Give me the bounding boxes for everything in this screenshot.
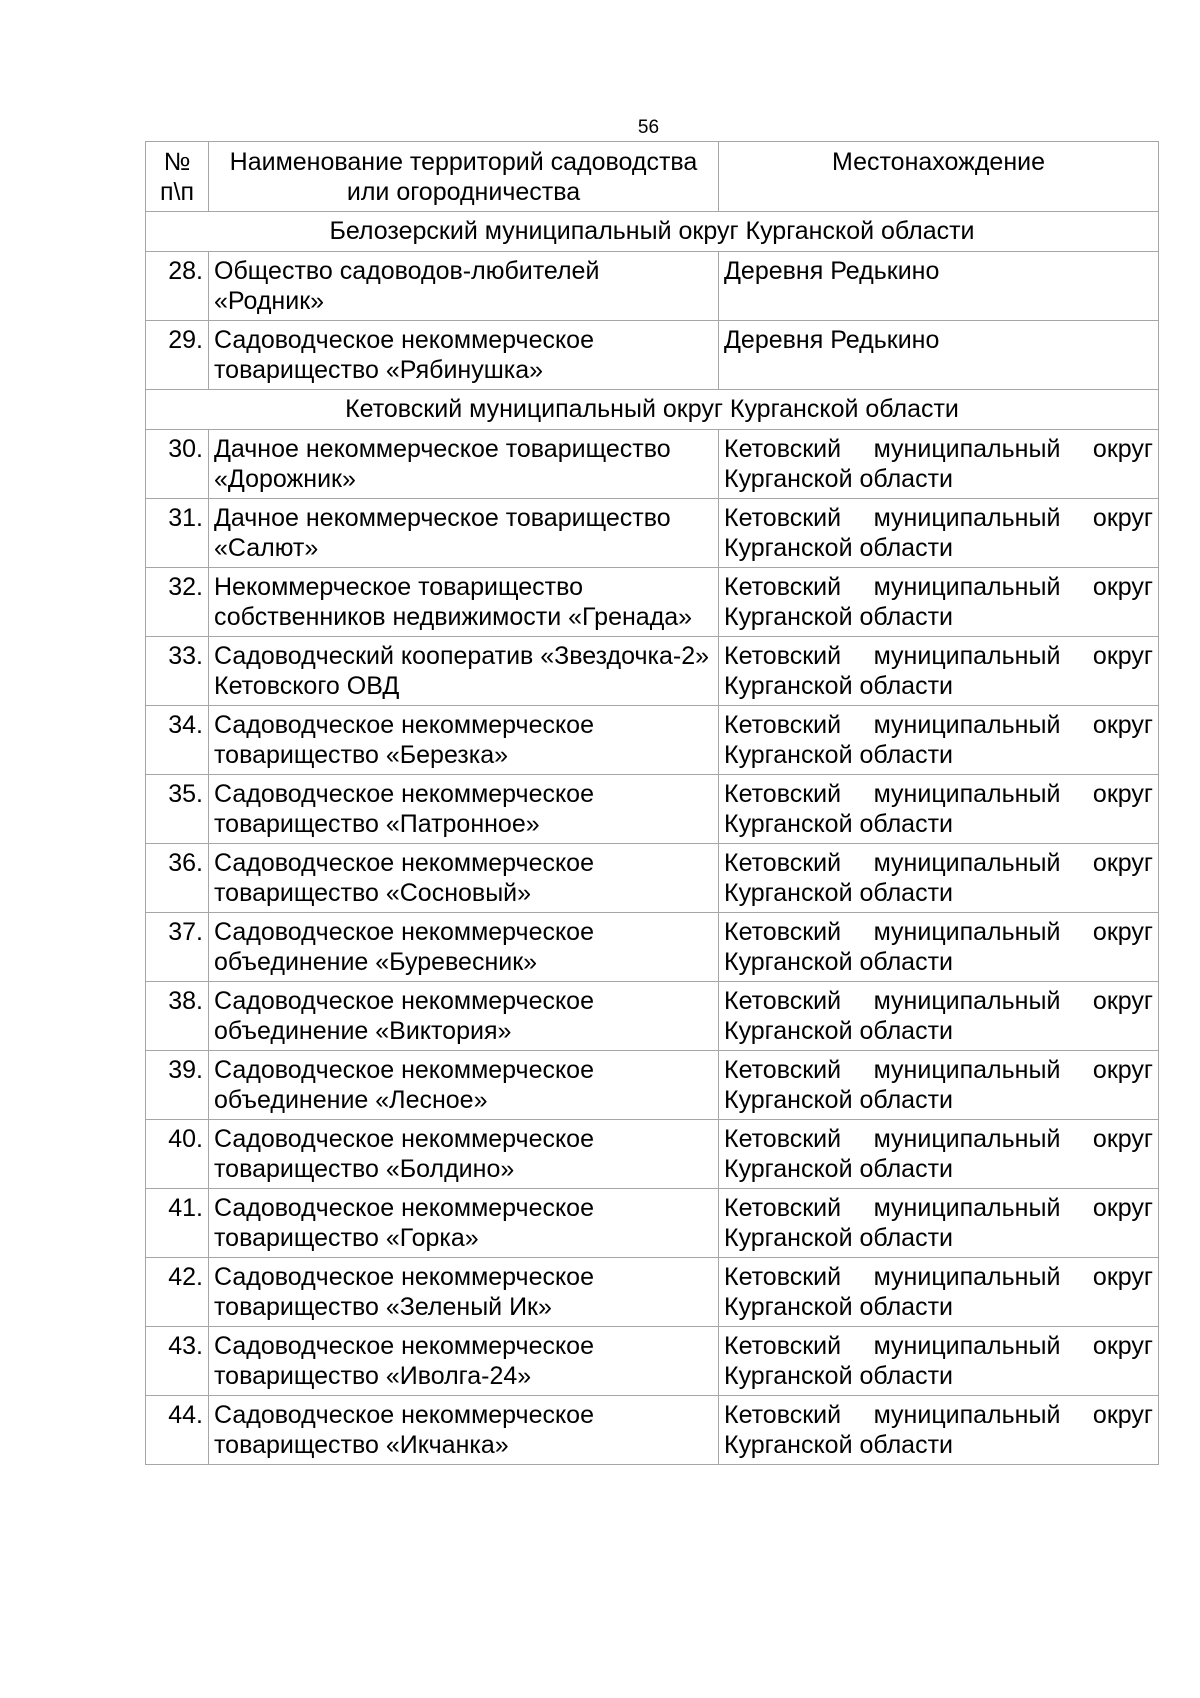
table-row (146, 1189, 1159, 1258)
location-line-2: Курганской области (724, 879, 954, 907)
table-row (146, 1327, 1159, 1396)
location-line-2: Курганской области (724, 672, 954, 700)
territory-name: Дачное некоммерческое товарищество «Салют» (209, 499, 719, 568)
row-number: 44. (146, 1396, 209, 1465)
table-row (146, 1120, 1159, 1189)
table-row (146, 252, 1159, 321)
table-row (146, 982, 1159, 1051)
section-row (146, 212, 1159, 252)
location-line-1: Кетовский муниципальный округ (724, 987, 1153, 1015)
territory-name: Садоводческое некоммерческое товарищество «Болдино» (209, 1120, 719, 1189)
location-line-2: Курганской области (724, 1431, 954, 1459)
territory-location (719, 1051, 1159, 1120)
location-line-2: Курганской области (724, 1086, 954, 1114)
territory-name: Садоводческое некоммерческое объединение «Буревесник» (209, 913, 719, 982)
location-line-1: Кетовский муниципальный округ (724, 711, 1153, 739)
territory-location (719, 982, 1159, 1051)
territory-name: Садоводческое некоммерческое товарищество «Зеленый Ик» (209, 1258, 719, 1327)
territory-location (719, 430, 1159, 499)
territory-name: Садоводческое некоммерческое товарищество «Горка» (209, 1189, 719, 1258)
location-line-2: Курганской области (724, 603, 954, 631)
location-line-2: Курганской области (724, 948, 954, 976)
location-line-1: Кетовский муниципальный округ (724, 1332, 1153, 1360)
table-row (146, 775, 1159, 844)
location-line-1: Кетовский муниципальный округ (724, 642, 1153, 670)
row-number: 39. (146, 1051, 209, 1120)
location-line-1: Кетовский муниципальный округ (724, 849, 1153, 877)
table-row (146, 913, 1159, 982)
territory-name: Садоводческое некоммерческое объединение «Виктория» (209, 982, 719, 1051)
location-line-1: Кетовский муниципальный округ (724, 1401, 1153, 1429)
table-row (146, 321, 1159, 390)
row-number: 36. (146, 844, 209, 913)
territory-name: Садоводческое некоммерческое товарищество «Патронное» (209, 775, 719, 844)
location-line-1: Кетовский муниципальный округ (724, 1194, 1153, 1222)
territory-location (719, 913, 1159, 982)
page-number: 56 (637, 117, 660, 138)
territory-name: Садоводческий кооператив «Звездочка-2» Кетовского ОВД (209, 637, 719, 706)
row-number: 42. (146, 1258, 209, 1327)
location-line-2: Курганской области (724, 1293, 954, 1321)
location-line-1: Кетовский муниципальный округ (724, 780, 1153, 808)
row-number: 35. (146, 775, 209, 844)
table-row (146, 1396, 1159, 1465)
territory-location (719, 1327, 1159, 1396)
location-line-2: Курганской области (724, 465, 954, 493)
row-number: 33. (146, 637, 209, 706)
location-line-1: Кетовский муниципальный округ (724, 1056, 1153, 1084)
location-line-1: Кетовский муниципальный округ (724, 1125, 1153, 1153)
row-number: 28. (146, 252, 209, 321)
table-header-row (146, 142, 1159, 212)
territory-location (719, 1120, 1159, 1189)
table-body (146, 212, 1159, 1465)
territory-name: Дачное некоммерческое товарищество «Дорожник» (209, 430, 719, 499)
territory-location: Деревня Редькино (719, 252, 1159, 321)
location-line-2: Курганской области (724, 810, 954, 838)
territory-location (719, 499, 1159, 568)
table-row (146, 1051, 1159, 1120)
territory-name: Садоводческое некоммерческое товарищество «Иволга-24» (209, 1327, 719, 1396)
territory-name: Садоводческое некоммерческое товарищество «Сосновый» (209, 844, 719, 913)
row-number: 38. (146, 982, 209, 1051)
section-row (146, 390, 1159, 430)
location-line-2: Курганской области (724, 1155, 954, 1183)
row-number: 40. (146, 1120, 209, 1189)
section-title: Белозерский муниципальный округ Курганской области (146, 212, 1159, 252)
location-line-2: Курганской области (724, 1362, 954, 1390)
location-line-1: Кетовский муниципальный округ (724, 918, 1153, 946)
gardening-territories-table (145, 141, 1159, 1465)
row-number: 32. (146, 568, 209, 637)
territory-name: Садоводческое некоммерческое товарищество «Икчанка» (209, 1396, 719, 1465)
table-row (146, 430, 1159, 499)
location-line-2: Курганской области (724, 1224, 954, 1252)
territory-location (719, 1396, 1159, 1465)
territory-location (719, 775, 1159, 844)
row-number: 37. (146, 913, 209, 982)
territory-location (719, 1258, 1159, 1327)
location-line-1: Кетовский муниципальный округ (724, 504, 1153, 532)
table-row (146, 706, 1159, 775)
location-line-2: Курганской области (724, 1017, 954, 1045)
location-line-2: Курганской области (724, 534, 954, 562)
column-header-location: Местонахождение (719, 142, 1159, 212)
row-number: 29. (146, 321, 209, 390)
territory-name: Некоммерческое товарищество собственников недвижимости «Гренада» (209, 568, 719, 637)
territory-location (719, 1189, 1159, 1258)
location-line-1: Кетовский муниципальный округ (724, 435, 1153, 463)
row-number: 34. (146, 706, 209, 775)
row-number: 31. (146, 499, 209, 568)
territory-location (719, 844, 1159, 913)
territory-location: Деревня Редькино (719, 321, 1159, 390)
location-line-2: Курганской области (724, 741, 954, 769)
section-title: Кетовский муниципальный округ Курганской области (146, 390, 1159, 430)
location-line-1: Кетовский муниципальный округ (724, 573, 1153, 601)
territory-name: Садоводческое некоммерческое товарищество «Березка» (209, 706, 719, 775)
territory-location (719, 706, 1159, 775)
territory-location (719, 568, 1159, 637)
table-row (146, 568, 1159, 637)
table-row (146, 1258, 1159, 1327)
location-line-1: Кетовский муниципальный округ (724, 1263, 1153, 1291)
territory-name: Садоводческое некоммерческое объединение «Лесное» (209, 1051, 719, 1120)
territory-location (719, 637, 1159, 706)
column-header-name: Наименование территорий садоводства или огородничества (209, 142, 719, 212)
table-row (146, 637, 1159, 706)
row-number: 30. (146, 430, 209, 499)
table-row (146, 499, 1159, 568)
column-header-number: № п\п (146, 142, 209, 212)
territory-name: Общество садоводов-любителей «Родник» (209, 252, 719, 321)
row-number: 43. (146, 1327, 209, 1396)
territory-name: Садоводческое некоммерческое товарищество «Рябинушка» (209, 321, 719, 390)
row-number: 41. (146, 1189, 209, 1258)
table-row (146, 844, 1159, 913)
